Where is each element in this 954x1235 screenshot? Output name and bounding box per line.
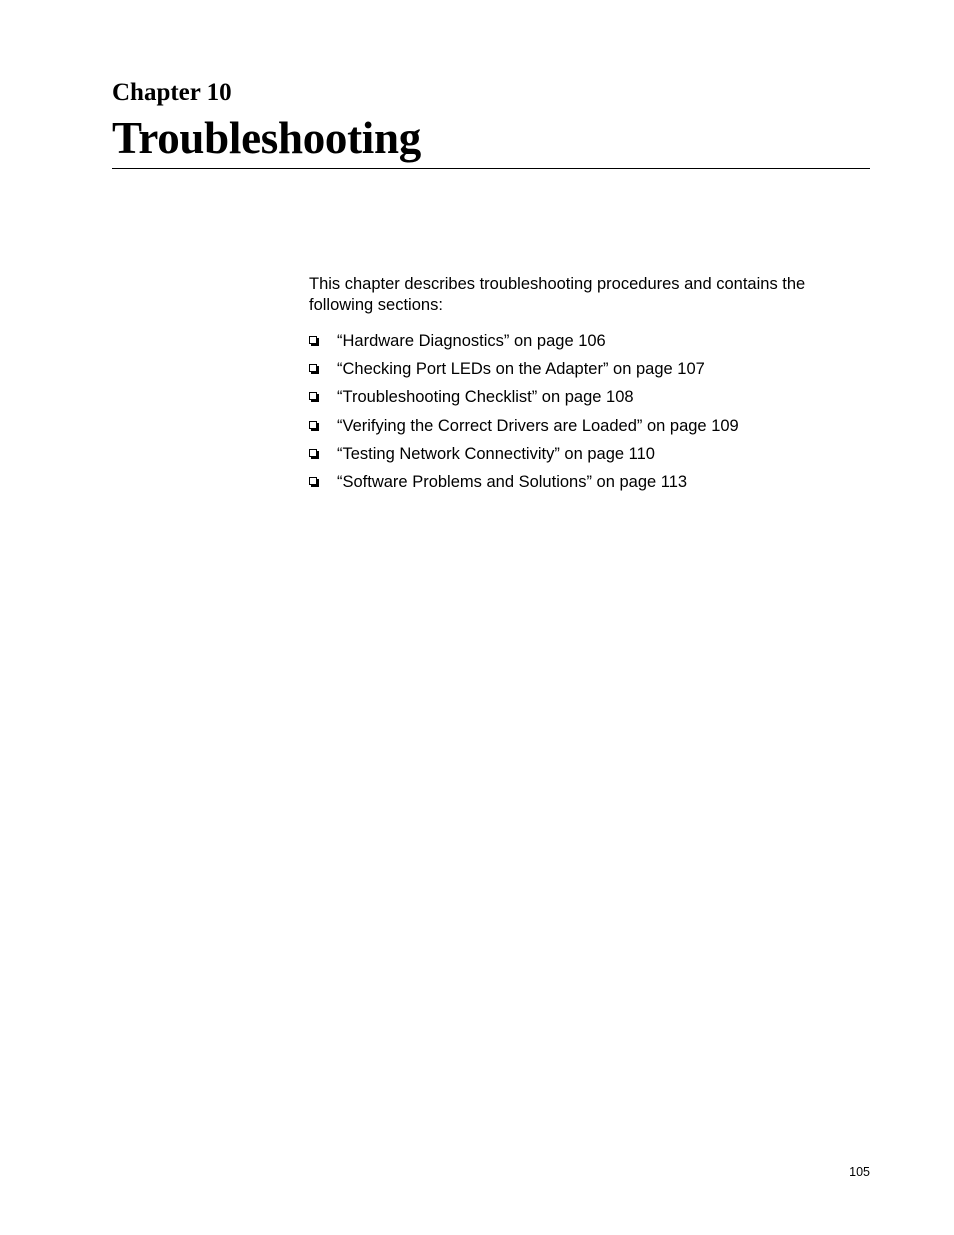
page-number: 105 [849,1165,870,1179]
section-link[interactable]: “Verifying the Correct Drivers are Loaded” on page 109 [337,416,739,435]
section-item[interactable] [309,387,849,408]
section-item[interactable] [309,331,849,352]
checkbox-icon [309,477,317,485]
section-item[interactable] [309,472,849,493]
title-divider [112,168,870,169]
checkbox-icon [309,364,317,372]
intro-paragraph: This chapter describes troubleshooting procedures and contains the following sections: [309,275,806,314]
checkbox-icon [309,421,317,429]
checkbox-icon [309,336,317,344]
section-link[interactable]: “Hardware Diagnostics” on page 106 [337,332,606,350]
chapter-label: Chapter 10 [112,79,232,106]
section-item[interactable] [309,416,849,437]
section-item[interactable] [309,359,849,380]
chapter-title: Troubleshooting [112,113,421,163]
checkbox-icon [309,449,317,457]
section-link[interactable]: “Troubleshooting Checklist” on page 108 [337,388,634,407]
chapter-content [309,274,849,500]
section-item[interactable] [309,444,849,465]
section-link[interactable]: “Software Problems and Solutions” on page 113 [337,472,688,491]
section-link[interactable]: “Checking Port LEDs on the Adapter” on page 107 [337,360,705,379]
section-list [309,331,849,493]
checkbox-icon [309,392,317,400]
section-link[interactable]: “Testing Network Connectivity” on page 110 [337,444,655,463]
